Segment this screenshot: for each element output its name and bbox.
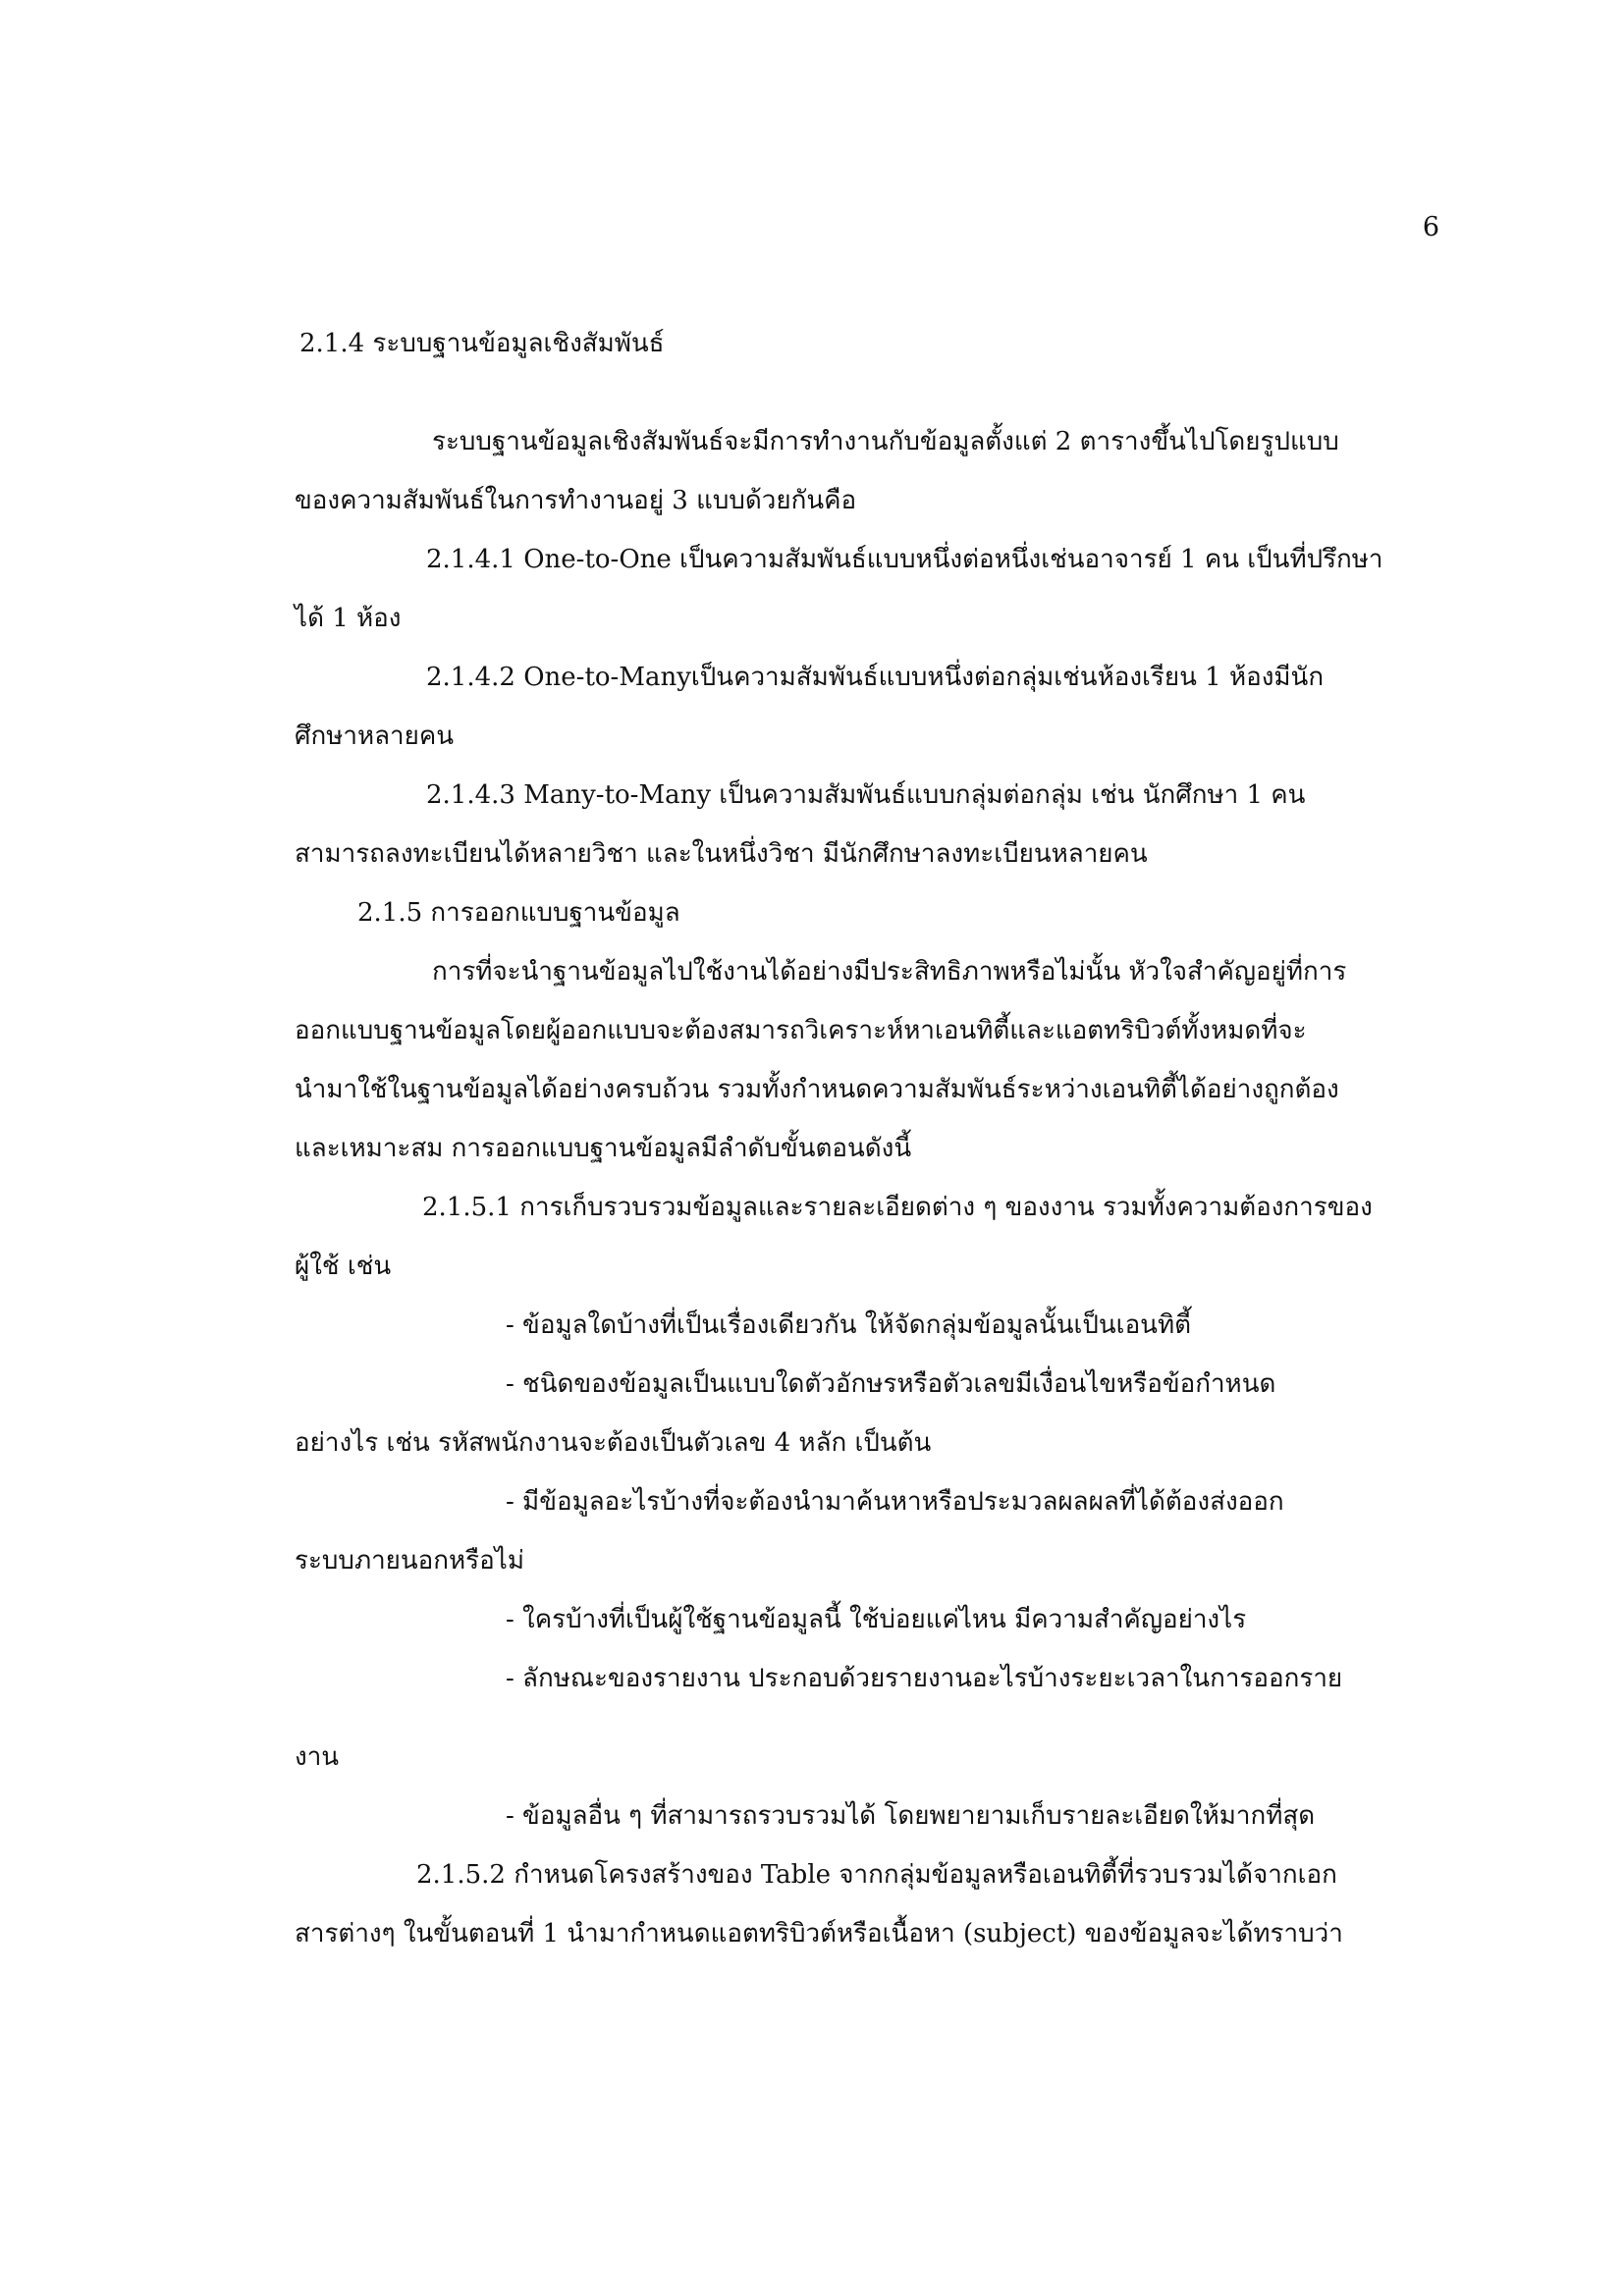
paragraph-line: งาน (295, 1742, 340, 1772)
paragraph-line: การที่จะนำฐานข้อมูลไปใช้งานได้อย่างมีประสิทธิภาพหรือไม่นั้น หัวใจสำคัญอยู่ที่การ (432, 957, 1347, 987)
bullet-item: - ลักษณะของรายงาน ประกอบด้วยรายงานอะไรบ้างระยะเวลาในการออกราย (506, 1664, 1343, 1693)
paragraph-line: ศึกษาหลายคน (295, 721, 455, 751)
bullet-item: - ข้อมูลใดบ้างที่เป็นเรื่องเดียวกัน ให้จัดกลุ่มข้อมูลนั้นเป็นเอนทิตี้ (506, 1310, 1191, 1340)
paragraph-line: ผู้ใช้ เช่น (295, 1252, 392, 1281)
paragraph-line: และเหมาะสม การออกแบบฐานข้อมูลมีลำดับขั้นตอนดังนี้ (295, 1134, 912, 1163)
paragraph-line: ระบบภายนอกหรือไม่ (295, 1546, 524, 1575)
subsection-2-1-5-2: 2.1.5.2 กำหนดโครงสร้างของ Table จากกลุ่มข้อมูลหรือเอนทิตี้ที่รวบรวมได้จากเอก (416, 1860, 1337, 1890)
paragraph-line: ระบบฐานข้อมูลเชิงสัมพันธ์จะมีการทำงานกับข้อมูลตั้งแต่ 2 ตารางขึ้นไปโดยรูปแบบ (432, 427, 1339, 456)
section-heading-2-1-5: 2.1.5 การออกแบบฐานข้อมูล (357, 898, 680, 928)
paragraph-line: นำมาใช้ในฐานข้อมูลได้อย่างครบถ้วน รวมทั้งกำหนดความสัมพันธ์ระหว่างเอนทิตี้ได้อย่างถูกต้อง (295, 1075, 1339, 1104)
paragraph-line: ได้ 1 ห้อง (295, 604, 402, 633)
subsection-2-1-4-2: 2.1.4.2 One-to-Manyเป็นความสัมพันธ์แบบหนึ่งต่อกลุ่มเช่นห้องเรียน 1 ห้องมีนัก (426, 663, 1325, 692)
bullet-item: - ชนิดของข้อมูลเป็นแบบใดตัวอักษรหรือตัวเลขมีเงื่อนไขหรือข้อกำหนด (506, 1369, 1276, 1399)
paragraph-line: ออกแบบฐานข้อมูลโดยผู้ออกแบบจะต้องสมารถวิเคราะห์หาเอนทิตี้และแอตทริบิวต์ทั้งหมดที่จะ (295, 1016, 1307, 1045)
bullet-item: - ใครบ้างที่เป็นผู้ใช้ฐานข้อมูลนี้ ใช้บ่อยแค่ไหน มีความสำคัญอย่างไร (506, 1605, 1247, 1634)
subsection-2-1-4-1: 2.1.4.1 One-to-One เป็นความสัมพันธ์แบบหนึ่งต่อหนึ่งเช่นอาจารย์ 1 คน เป็นที่ปรึกษา (426, 545, 1383, 574)
bullet-item: - ข้อมูลอื่น ๆ ที่สามารถรวบรวมได้ โดยพยายามเก็บรายละเอียดให้มากที่สุด (506, 1801, 1316, 1831)
page-number: 6 (1422, 212, 1439, 242)
subsection-2-1-5-1: 2.1.5.1 การเก็บรวบรวมข้อมูลและรายละเอียดต่าง ๆ ของงาน รวมทั้งความต้องการของ (422, 1193, 1373, 1222)
section-heading-2-1-4: 2.1.4 ระบบฐานข้อมูลเชิงสัมพันธ์ (299, 329, 665, 358)
paragraph-line: สารต่างๆ ในขั้นตอนที่ 1 นำมากำหนดแอตทริบิวต์หรือเนื้อหา (subject) ของข้อมูลจะได้ทราบว่า (295, 1919, 1343, 1949)
paragraph-line: ของความสัมพันธ์ในการทำงานอยู่ 3 แบบด้วยกันคือ (295, 486, 857, 515)
paragraph-line: สามารถลงทะเบียนได้หลายวิชา และในหนึ่งวิชา มีนักศึกษาลงทะเบียนหลายคน (295, 839, 1148, 869)
bullet-item: - มีข้อมูลอะไรบ้างที่จะต้องนำมาค้นหาหรือประมวลผลผลที่ได้ต้องส่งออก (506, 1487, 1284, 1517)
subsection-2-1-4-3: 2.1.4.3 Many-to-Many เป็นความสัมพันธ์แบบกลุ่มต่อกลุ่ม เช่น นักศึกษา 1 คน (426, 780, 1306, 810)
paragraph-line: อย่างไร เช่น รหัสพนักงานจะต้องเป็นตัวเลข 4 หลัก เป็นต้น (295, 1428, 932, 1458)
